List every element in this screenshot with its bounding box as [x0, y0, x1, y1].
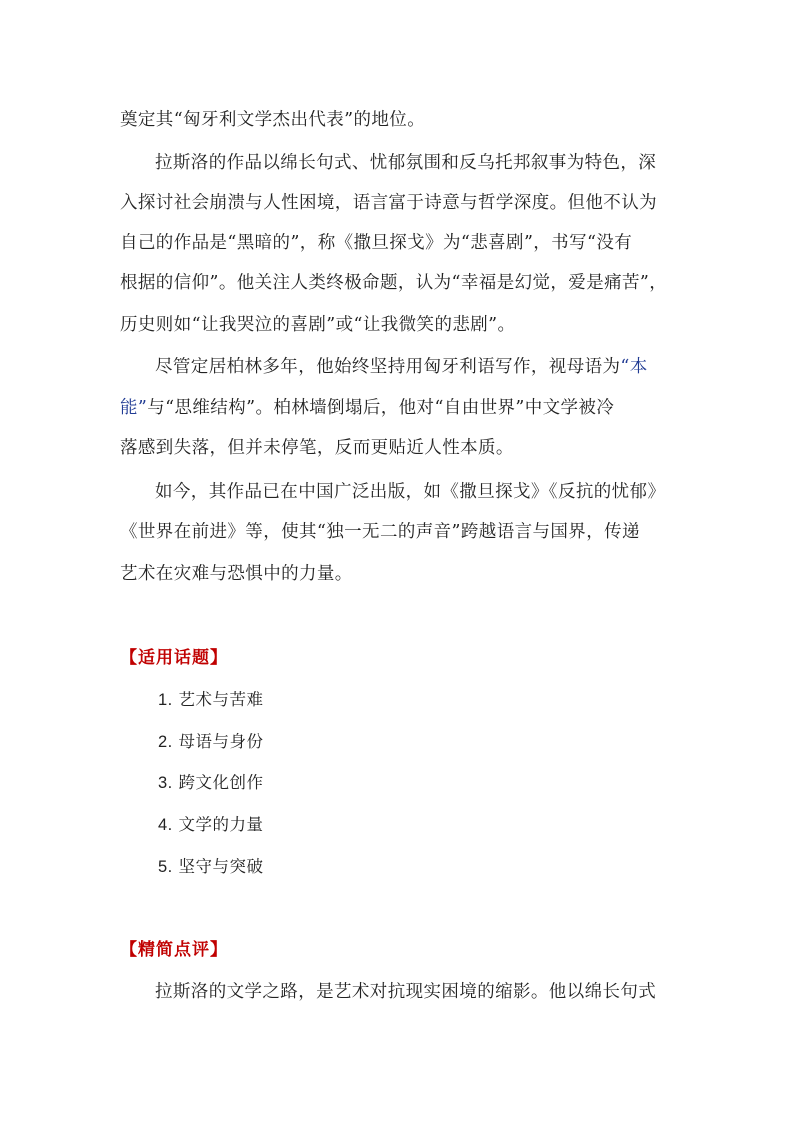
topic-number: 5.: [158, 858, 173, 876]
paragraph-4-line-3: 艺术在灾难与恐惧中的力量。: [120, 564, 353, 584]
topic-item: [158, 730, 264, 754]
paragraph-2-line-1: 拉斯洛的作品以绵长句式、忧郁氛围和反乌托邦叙事为特色，深: [155, 153, 657, 173]
highlight-text: “本: [620, 357, 648, 377]
paragraph-3-line-2-text: 与“思维结构”。柏林墙倒塌后，他对“自由世界”中文学被冷: [147, 398, 615, 418]
topic-number: 4.: [158, 816, 173, 834]
topic-item: [158, 855, 264, 879]
topic-text: 母语与身份: [178, 732, 264, 751]
paragraph-1-line-1: 奠定其“匈牙利文学杰出代表”的地位。: [120, 110, 426, 130]
topic-text: 跨文化创作: [178, 773, 264, 792]
paragraph-2-line-4: 根据的信仰”。他关注人类终极命题，认为“幸福是幻觉，爱是痛苦”，: [120, 273, 668, 293]
paragraph-4-line-2: 《世界在前进》等，使其“独一无二的声音”跨越语言与国界，传递: [120, 522, 640, 542]
paragraph-3-line-3: 落感到失落，但并未停笔，反而更贴近人性本质。: [120, 438, 514, 458]
paragraph-3-line-2: [120, 396, 614, 420]
paragraph-2-line-3: 自己的作品是“黑暗的”，称《撒旦探戈》为“悲喜剧”，书写“没有: [120, 233, 633, 253]
topic-text: 坚守与突破: [178, 857, 264, 876]
topic-item: [158, 688, 264, 712]
topic-text: 文学的力量: [178, 815, 264, 834]
highlight-text-continued: 能”: [120, 398, 148, 418]
commentary-heading: 【精简点评】: [120, 940, 228, 960]
paragraph-3-line-1: [155, 355, 648, 379]
topic-text: 艺术与苦难: [178, 690, 264, 709]
topic-item: [158, 813, 264, 837]
topics-heading: 【适用话题】: [120, 648, 228, 668]
paragraph-2-line-2: 入探讨社会崩溃与人性困境，语言富于诗意与哲学深度。但他不认为: [120, 193, 657, 213]
topic-item: [158, 771, 264, 795]
paragraph-2-line-5: 历史则如“让我哭泣的喜剧”或“让我微笑的悲剧”。: [120, 315, 516, 335]
topic-number: 2.: [158, 733, 173, 751]
paragraph-4-line-1: 如今，其作品已在中国广泛出版，如《撒旦探戈》《反抗的忧郁》: [155, 482, 666, 502]
paragraph-3-line-1-text: 尽管定居柏林多年，他始终坚持用匈牙利语写作，视母语为: [155, 357, 621, 377]
topic-number: 1.: [158, 691, 173, 709]
topic-number: 3.: [158, 774, 173, 792]
commentary-line-1: 拉斯洛的文学之路，是艺术对抗现实困境的缩影。他以绵长句式: [155, 982, 657, 1002]
